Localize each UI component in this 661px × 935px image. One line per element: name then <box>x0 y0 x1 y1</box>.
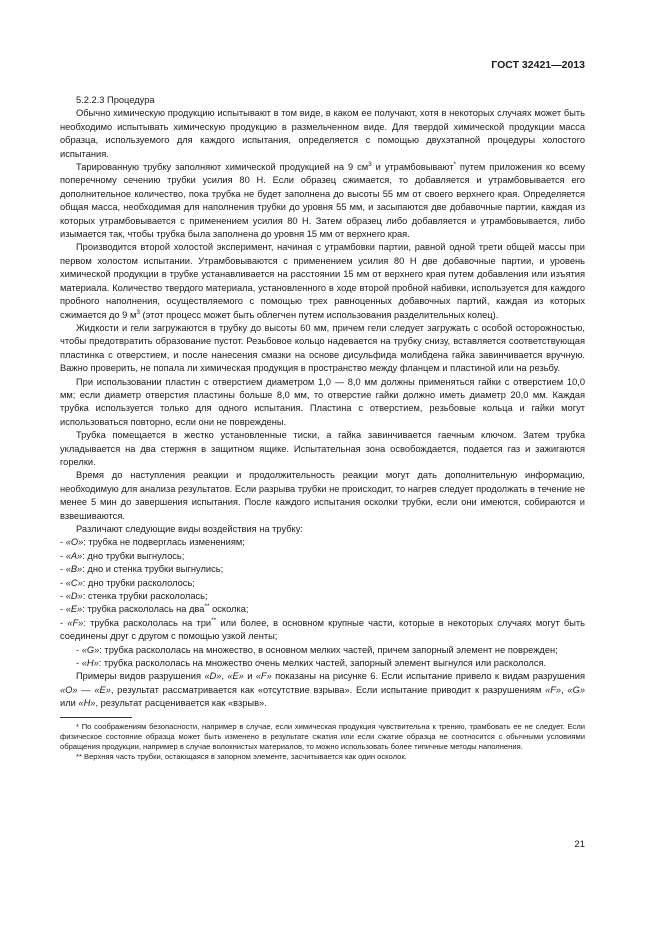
effect-code: «F» <box>545 684 562 695</box>
page-body <box>60 94 585 763</box>
list-dash: - <box>76 658 82 669</box>
paragraph: Время до наступления реакции и продолжительность реакции могут дать дополнительную информацию, необходимую для анализа результатов. Если разрыва трубки не происходит, то нагрев следует продолжать в течение не менее 5 мин до завершения испытания. После каждого испытания осколки трубки, если они имеются, собираются и взвешиваются. <box>60 470 585 521</box>
effect-code: «E» <box>94 684 111 695</box>
list-item <box>60 536 585 549</box>
list-dash: - <box>60 564 66 575</box>
paragraph: Трубка помещается в жестко установленные тиски, а гайка завинчивается гаечным ключом. Затем трубка укладывается на два стержня в защитном ящике. Испытательная зона освобождается, подается газ и зажигаются горелки. <box>60 430 585 467</box>
footnotes <box>60 722 585 763</box>
footnote-ref: ** <box>204 603 210 611</box>
effect-text: : дно трубки выгнулось; <box>82 550 185 561</box>
list-item <box>60 590 585 603</box>
footnote-ref: * <box>453 160 456 168</box>
list-dash: - <box>60 537 66 548</box>
effect-code: «B» <box>65 564 83 575</box>
effect-code: «H» <box>78 698 96 709</box>
section-heading: 5.2.2.3 Процедура <box>76 95 155 105</box>
document-standard-number: ГОСТ 32421—2013 <box>491 59 585 71</box>
list-item <box>60 603 585 616</box>
effect-code: «E» <box>65 604 83 615</box>
list-item <box>60 644 585 657</box>
text-run: , результат расценивается как «взрыв». <box>95 698 267 709</box>
list-dash: - <box>60 550 66 561</box>
list-item <box>60 577 585 590</box>
effect-code: «E» <box>227 671 244 682</box>
effect-code: «D» <box>65 591 83 602</box>
text-run: путем приложения ко всему поперечному сечению трубки усилия 80 Н. Если образец сжимается, то добавляется и утрамбовывается его дополнительное количество, пока трубка не будет заполнена до высоты 55 мм от своего верхнего края. Определяется общая масса, необходимая для наполнения трубки до уровня 55 мм, и засыпаются две добавочные партии, каждая из которых утрамбовывается с применением усилия 80 Н. Затем образец либо добавляется и утрамбовывается, либо изымается так, чтобы трубка была заполнена до уровня 15 мм от верхнего края. <box>60 162 585 240</box>
text-run: (этот процесс может быть облегчен путем использования разделительных колец). <box>139 309 499 320</box>
footnote-divider <box>60 717 132 718</box>
paragraph: Обычно химическую продукцию испытывают в том виде, в каком ее получают, хотя в некоторых случаях может быть необходимо испытывать химическую продукцию в размельченном виде. Для твердой химической продукции масса образца, используемого для каждого испытания, определяется с помощью двухэтапной процедуры холостого испытания. <box>60 108 585 159</box>
paragraph: При использовании пластин с отверстием диаметром 1,0 — 8,0 мм должны применяться гайки с отверстием 10,0 мм; если диаметр отверстия пластины больше 8,0 мм, то отверстие гайки должно иметь диаметр 20,0 мм. Каждая трубка используется только для одного испытания. Пластина с отверстием, резьбовые кольца и гайки могут использоваться повторно, если они не повреждены. <box>60 376 585 427</box>
text-run: или <box>60 698 79 709</box>
text-run: показаны на рисунке 6. Если испытание привело к видам разрушения <box>271 671 585 682</box>
text-run: и <box>243 671 256 682</box>
list-dash: - <box>60 604 66 615</box>
effect-text: или более, в основном крупные части, которые в некоторых случаях могут быть соединены друг с другом с помощью узкой ленты; <box>60 617 585 642</box>
effects-list <box>60 536 585 670</box>
list-item <box>60 563 585 576</box>
effect-text: : дно трубки раскололось; <box>82 577 195 588</box>
paragraph-conclusion <box>60 670 585 710</box>
paragraph <box>60 241 585 321</box>
effect-code: «F» <box>255 671 272 682</box>
footnote: * По соображениям безопасности, например в случае, если химическая продукция чувствительна к трению, трамбовать ее не следует. Если физическое состояние образца может быть изменено в результате сжатия или если сжатие образца не соотносится с обычными условиями обращения продукции, например в случае волокнистых материалов, то можно использовать более типичные методы наполнения. <box>60 721 585 752</box>
text-run: — <box>77 684 95 695</box>
list-item <box>60 550 585 563</box>
text-run: и утрамбовывают <box>371 162 454 173</box>
effect-text: : трубка не подверглась изменениям; <box>83 537 245 548</box>
effect-code: «G» <box>81 644 100 655</box>
effect-text: : стенка трубки раскололась; <box>82 591 208 602</box>
text-run: , <box>221 671 228 682</box>
list-dash: - <box>60 591 66 602</box>
effect-code: «O» <box>65 537 84 548</box>
effect-code: «C» <box>65 577 83 588</box>
superscript: 3 <box>136 308 140 316</box>
effect-code: «O» <box>60 684 78 695</box>
paragraph <box>60 161 585 241</box>
effect-code: «F» <box>67 617 84 628</box>
effect-code: «G» <box>567 684 585 695</box>
text-run: , результат рассматривается как «отсутствие взрыва». Если испытание приводит к разрушениям <box>110 684 546 695</box>
list-item <box>60 657 585 670</box>
text-run: Примеры видов разрушения <box>76 671 205 682</box>
effect-code: «D» <box>204 671 222 682</box>
effect-text: : трубка раскололась на два <box>82 604 205 615</box>
text-run: Производится второй холостой эксперимент, начиная с утрамбовки партии, равной одной трети общей массы при первом холостом испытании. Утрамбовываются с применением усилия 80 Н две добавочные партии, и уровень химической продукции в трубке устанавливается на расстоянии 15 мм от верхнего края путем добавления или изъятия материала. Количество твердого материала, установленного в ходе второй пробной набивки, используется для каждого пробного наполнения, осуществляемого с помощью трех равноценных добавочных партий, каждая из которых сжимается до 9 м <box>60 242 585 320</box>
superscript: 3 <box>368 160 372 168</box>
text-run: Тарированную трубку заполняют химической продукцией на 9 см <box>76 162 369 173</box>
effect-text: : трубка раскололась на множество, в основном мелких частей, причем запорный элемент не поврежден; <box>99 644 558 655</box>
effect-text: : трубка раскололась на три <box>83 617 212 628</box>
paragraph: Различают следующие виды воздействия на трубку: <box>76 524 303 534</box>
paragraph: Жидкости и гели загружаются в трубку до высоты 60 мм, причем гели следует загружать с особой осторожностью, чтобы предотвратить образование пустот. Резьбовое кольцо надевается на трубку снизу, вставляется соответствующая пластинка с отверстием, и после нанесения смазки на основе дисульфида молибдена гайка завинчивается вручную. Важно проверить, не попала ли химическая продукция в пространство между фланцем и пластиной или на резьбу. <box>60 322 585 374</box>
effect-text: осколка; <box>209 604 249 615</box>
page-number: 21 <box>574 839 585 850</box>
effect-code: «A» <box>65 550 83 561</box>
effect-text: : дно и стенка трубки выгнулись; <box>82 564 224 575</box>
text-run: , <box>561 684 568 695</box>
effect-code: «H» <box>81 658 99 669</box>
list-item <box>60 617 585 644</box>
footnote-ref: ** <box>211 616 217 624</box>
list-dash: - <box>60 577 66 588</box>
list-dash: - <box>60 617 68 628</box>
footnote: ** Верхняя часть трубки, остающаяся в запорном элементе, засчитывается как один осколок. <box>76 752 407 762</box>
effect-text: : трубка раскололась на множество очень мелких частей, запорный элемент выгнулся или раскололся. <box>98 658 547 669</box>
list-dash: - <box>76 644 82 655</box>
